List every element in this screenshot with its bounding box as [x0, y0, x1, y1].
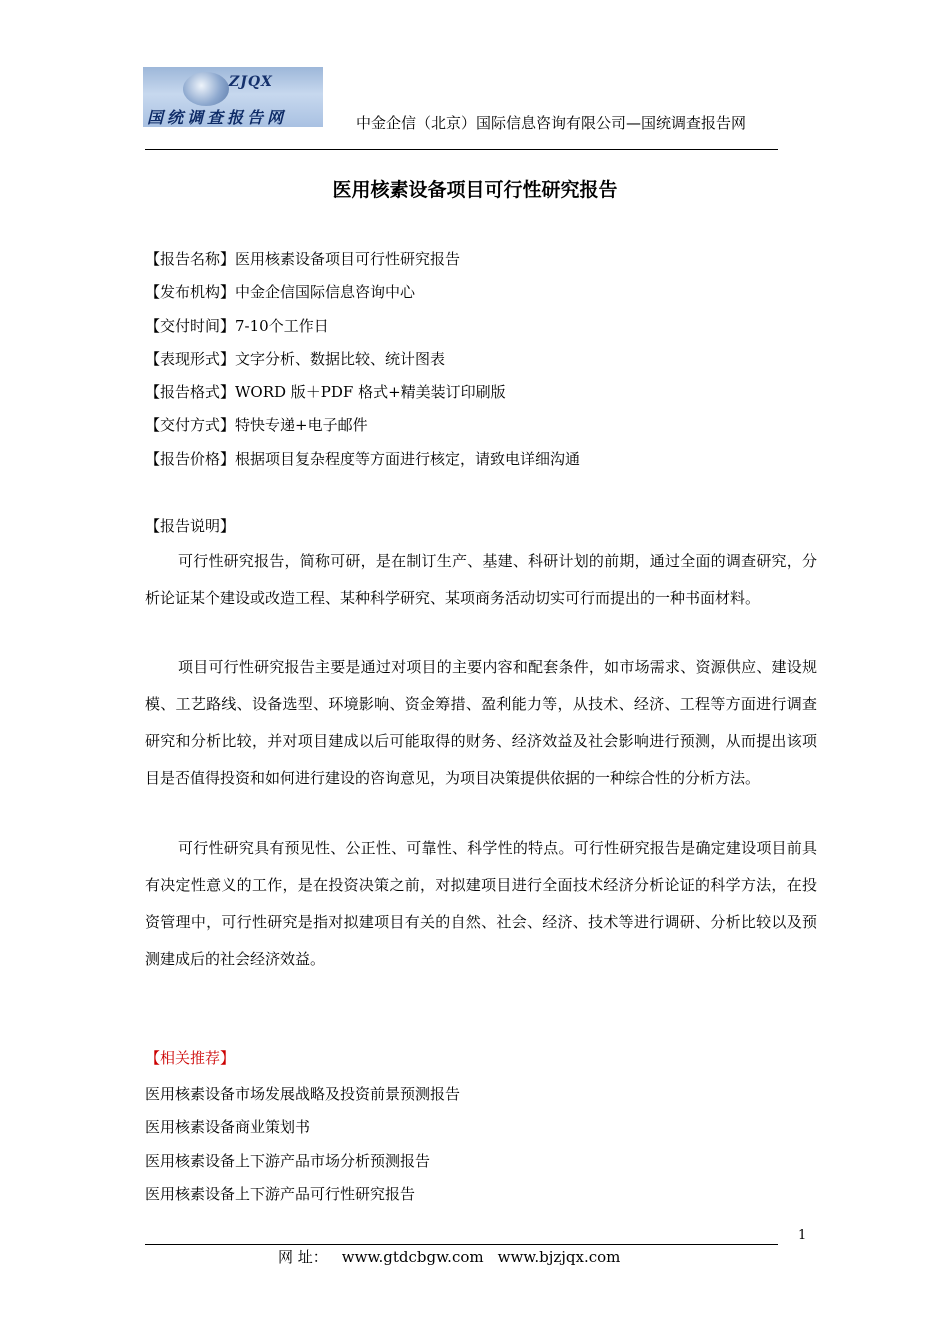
meta-price: 【报告价格】根据项目复杂程度等方面进行核定，请致电详细沟通: [145, 449, 581, 468]
related-item[interactable]: 医用核素设备商业策划书: [145, 1118, 311, 1137]
report-meta-list: [145, 247, 580, 480]
header-divider: [145, 149, 778, 150]
logo-latin-text: ZJQX: [229, 74, 273, 90]
logo-chinese-text: 国统调查报告网: [147, 108, 288, 127]
related-item[interactable]: 医用核素设备市场发展战略及投资前景预测报告: [145, 1085, 461, 1103]
document-title: 医用核素设备项目可行性研究报告: [332, 179, 618, 201]
meta-presentation: 【表现形式】文字分析、数据比较、统计图表: [145, 349, 446, 368]
description-paragraph: 可行性研究具有预见性、公正性、可靠性、科学性的特点。可行性研究报告是确定建设项目前具有决定性意义的工作，是在投资决策之前，对拟建项目进行全面技术经济分析论证的科学方法，在投资管理中，可行性研究是指对拟建项目有关的自然、社会、经济、技术等进行调研、分析比较以及预测建成后的社会经济效益。: [145, 839, 817, 968]
footer: [278, 1246, 634, 1267]
footer-url-2[interactable]: www.bjzjqx.com: [497, 1248, 621, 1266]
globe-icon: [183, 72, 229, 106]
meta-format: 【报告格式】WORD 版＋PDF 格式+精美装订印刷版: [145, 383, 506, 402]
meta-delivery-method: 【交付方式】特快专递+电子邮件: [145, 416, 368, 435]
meta-report-name: 【报告名称】医用核素设备项目可行性研究报告: [145, 250, 461, 268]
header-company-name: 中金企信（北京）国际信息咨询有限公司—国统调查报告网: [356, 114, 747, 132]
description-paragraph: 项目可行性研究报告主要是通过对项目的主要内容和配套条件，如市场需求、资源供应、建设规模、工艺路线、设备选型、环境影响、资金筹措、盈利能力等，从技术、经济、工程等方面进行调查研究和分析比较，并对项目建成以后可能取得的财务、经济效益及社会影响进行预测，从而提出该项目是否值得投资和如何进行建设的咨询意见，为项目决策提供依据的一种综合性的分析方法。: [145, 658, 817, 787]
description-paragraph: 可行性研究报告，简称可研，是在制订生产、基建、科研计划的前期，通过全面的调查研究，分析论证某个建设或改造工程、某种科学研究、某项商务活动切实可行而提出的一种书面材料。: [145, 552, 817, 607]
related-list: [145, 1082, 460, 1215]
footer-url-1[interactable]: www.gtdcbgw.com: [341, 1248, 484, 1266]
related-heading: 【相关推荐】: [145, 1049, 236, 1067]
footer-divider: [145, 1244, 778, 1245]
meta-delivery-time: 【交付时间】7-10个工作日: [145, 316, 329, 335]
related-item[interactable]: 医用核素设备上下游产品可行性研究报告: [145, 1184, 416, 1203]
company-logo: [143, 67, 323, 127]
footer-label: 网 址：: [278, 1248, 328, 1266]
related-item[interactable]: 医用核素设备上下游产品市场分析预测报告: [145, 1151, 431, 1170]
meta-publisher: 【发布机构】中金企信国际信息咨询中心: [145, 283, 416, 302]
page-number: 1: [798, 1228, 807, 1243]
description-heading: 【报告说明】: [145, 517, 236, 535]
